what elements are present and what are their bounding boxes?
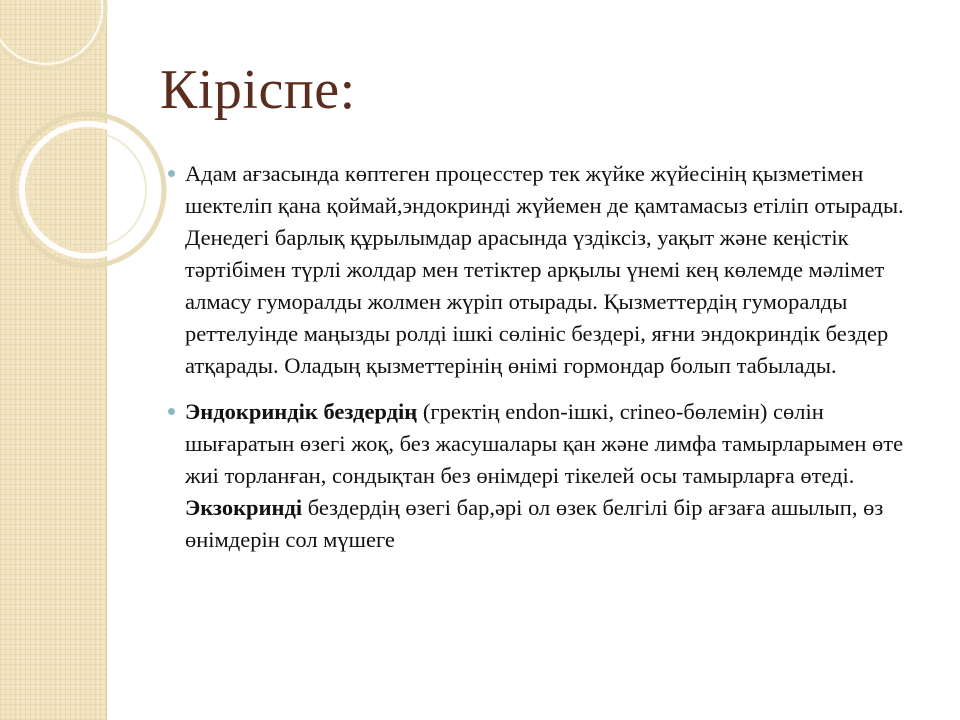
- slide-content: [166, 158, 926, 556]
- bullet-item: [166, 396, 926, 556]
- ring-middle-inner: [22, 124, 154, 256]
- bullet-dot-icon: [168, 170, 175, 177]
- ring-middle-core: [30, 132, 146, 248]
- slide-title: Кіріспе:: [160, 59, 356, 121]
- bullet-text: Адам ағзасында көптеген процесстер тек жүйке жүйесінің қызметімен шектеліп қана қоймай,эндокринді жүйемен де қамтамасыз етіліп отырады. Денедегі барлық құрылымдар арасында үздіксіз, уақыт және кеңістік тәртібімен түрлі жолдар мен тетіктер арқылы үнемі кең көлемде мәлімет алмасу гуморалды жолмен жүріп отырады. Қызметтердің гуморалды реттелуінде маңызды ролді ішкі сөлініс бездері, яғни эндокриндік бездер атқарады. Оладың қызметтерінің өнімі гормондар болып табылады.: [185, 161, 904, 378]
- term-endocrine-glands: Эндокриндік бездердің: [185, 399, 418, 424]
- bullet-text: бездердің өзегі бар,әрі ол өзек белгілі бір ағзаға ашылып, өз өнімдерін сол мүшеге: [185, 495, 884, 552]
- ring-top-inner: [0, 0, 102, 64]
- bullet-dot-icon: [168, 408, 175, 415]
- bullet-text: (гректің endon-ішкі, crineo-бөлемін) сөлін шығаратын өзегі жоқ, без жасушалары қан және лимфа тамырларымен өте жиі торланған, сондықтан без өнімдері тікелей осы тамырларға өтеді.: [185, 399, 904, 488]
- ring-middle-outer: [12, 114, 164, 266]
- bullet-item: [166, 158, 926, 382]
- term-exocrine: Экзокринді: [185, 495, 303, 520]
- ring-top-outer: [0, 0, 106, 68]
